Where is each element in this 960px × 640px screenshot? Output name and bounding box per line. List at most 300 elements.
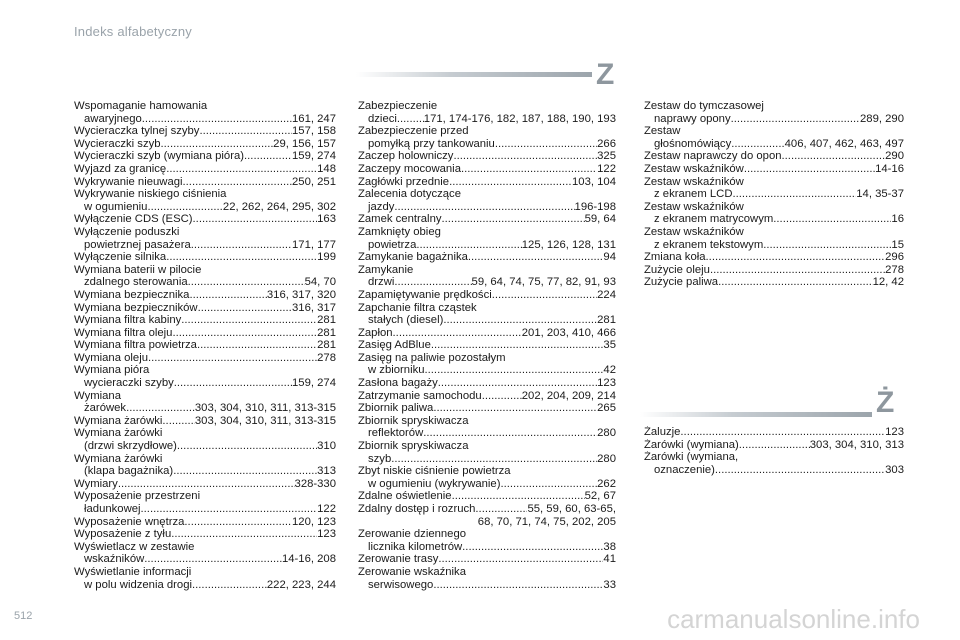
index-entry-line bbox=[74, 327, 336, 340]
page-references: 29, 156, 157 bbox=[273, 137, 336, 150]
leader-dots bbox=[192, 579, 267, 592]
index-entry-line bbox=[358, 339, 616, 352]
index-term: ładunkowej bbox=[84, 503, 141, 515]
index-entry-line bbox=[644, 113, 904, 126]
index-term: (drzwi skrzydłowe) bbox=[84, 440, 177, 453]
index-entry-line bbox=[74, 490, 336, 503]
page-references: 59, 64, 74, 75, 77, 82, 91, 93 bbox=[471, 276, 616, 289]
index-term: szyb bbox=[368, 452, 392, 465]
index-term: Zasięg AdBlue bbox=[358, 339, 431, 352]
index-entry-line bbox=[644, 138, 904, 151]
index-entry bbox=[644, 264, 904, 277]
index-term: Zamykanie bbox=[358, 263, 414, 276]
index-term: Zamykanie bagażnika bbox=[358, 251, 468, 264]
index-entry-line bbox=[74, 176, 336, 189]
index-term: Wycieraczki szyb (wymiana pióra) bbox=[74, 150, 245, 163]
leader-dots bbox=[773, 213, 891, 226]
leader-dots bbox=[718, 276, 872, 289]
index-entry-line bbox=[644, 239, 904, 252]
index-entry-line bbox=[358, 213, 616, 226]
page-references: 55, 59, 60, 63-65, bbox=[527, 503, 616, 515]
page-header-title: Indeks alfabetyczny bbox=[74, 24, 192, 39]
index-term: Wycieraczka tylnej szyby bbox=[74, 125, 200, 138]
index-entry bbox=[358, 150, 616, 163]
index-entry bbox=[358, 188, 616, 213]
index-term: z ekranem LCD bbox=[654, 188, 733, 201]
index-entry bbox=[74, 427, 336, 452]
index-term: Wymiana pióra bbox=[74, 364, 150, 377]
index-term: głośnomówiący bbox=[654, 137, 732, 150]
index-entry-line bbox=[74, 352, 336, 365]
index-term: Zamknięty obieg bbox=[358, 225, 441, 238]
index-entry bbox=[74, 138, 336, 151]
page-references: 262 bbox=[597, 477, 616, 490]
page-references: 281 bbox=[317, 326, 336, 339]
page-references: 281 bbox=[597, 314, 616, 327]
index-entry bbox=[358, 251, 616, 264]
index-entry bbox=[74, 478, 336, 491]
index-term: dzieci bbox=[368, 112, 397, 125]
index-entry bbox=[358, 402, 616, 415]
index-term: Wyłączenie poduszki bbox=[74, 225, 180, 238]
page-references: 171, 177 bbox=[292, 238, 336, 251]
index-term: Zdalny dostęp i rozruch bbox=[358, 503, 476, 515]
leader-dots bbox=[141, 503, 318, 516]
index-entry-line bbox=[74, 276, 336, 289]
index-term: Wymiana filtra oleju bbox=[74, 326, 173, 339]
page-references: 290 bbox=[885, 150, 904, 163]
index-entry bbox=[644, 276, 904, 289]
leader-dots bbox=[197, 339, 317, 352]
leader-dots bbox=[715, 464, 885, 477]
index-entry-line bbox=[358, 276, 616, 289]
index-term: awaryjnego bbox=[84, 112, 142, 125]
index-column-2 bbox=[358, 100, 616, 591]
index-entry-line bbox=[644, 426, 904, 439]
leader-dots bbox=[763, 239, 891, 252]
page-references: 303, 304, 310, 311, 313-315 bbox=[194, 402, 336, 415]
leader-dots bbox=[394, 201, 574, 214]
index-entry-line bbox=[644, 464, 904, 477]
index-entry-line bbox=[74, 377, 336, 390]
leader-dots bbox=[423, 427, 597, 440]
index-entry bbox=[74, 364, 336, 389]
index-term: Zerowanie dziennego bbox=[358, 528, 467, 541]
index-entry bbox=[74, 352, 336, 365]
index-entry bbox=[74, 566, 336, 591]
index-entry-line bbox=[74, 239, 336, 252]
index-entry-line bbox=[644, 188, 904, 201]
index-entry bbox=[644, 163, 904, 176]
leader-dots bbox=[706, 251, 886, 264]
leader-dots bbox=[193, 213, 318, 226]
index-term: Zestaw wskaźników bbox=[644, 200, 744, 213]
index-entry-line bbox=[74, 251, 336, 264]
leader-dots bbox=[183, 176, 292, 189]
page-references: 22, 262, 264, 295, 302 bbox=[222, 200, 336, 213]
page-references: 103, 104 bbox=[572, 175, 616, 188]
page-references: 313 bbox=[317, 465, 336, 478]
leader-dots bbox=[433, 402, 597, 415]
index-term: Wycieraczki szyb bbox=[74, 137, 161, 150]
index-term: Wyjazd za granicę bbox=[74, 162, 167, 175]
leader-dots bbox=[433, 579, 603, 592]
index-entry bbox=[644, 451, 904, 476]
index-term: w zbiorniku bbox=[368, 364, 425, 377]
index-entry bbox=[358, 440, 616, 465]
index-term: Zaczepy mocowania bbox=[358, 162, 461, 175]
index-entry-line bbox=[358, 427, 616, 440]
section-divider-z bbox=[356, 72, 592, 77]
page-references: 94 bbox=[603, 251, 616, 264]
page-references: 222, 223, 244 bbox=[266, 578, 336, 591]
page-references: 14, 35-37 bbox=[856, 188, 904, 201]
page-references: 278 bbox=[317, 351, 336, 364]
page-number: 512 bbox=[14, 610, 33, 622]
page-references: 14-16, 208 bbox=[281, 553, 336, 566]
index-entry bbox=[644, 176, 904, 201]
index-entry-line bbox=[358, 541, 616, 554]
leader-dots bbox=[416, 239, 521, 252]
index-term: Wyświetlanie informacji bbox=[74, 565, 192, 578]
page-references: 35 bbox=[603, 339, 616, 352]
index-entry bbox=[74, 314, 336, 327]
leader-dots bbox=[244, 150, 292, 163]
index-term: Zużycie oleju bbox=[644, 263, 710, 276]
index-entry-line bbox=[358, 390, 616, 403]
index-entry-line bbox=[358, 188, 616, 201]
leader-dots bbox=[173, 465, 317, 478]
page-references: 123 bbox=[597, 377, 616, 390]
leader-dots bbox=[680, 426, 885, 439]
index-entry bbox=[358, 503, 616, 528]
index-entry bbox=[74, 453, 336, 478]
page-references: 201, 203, 410, 466 bbox=[521, 326, 616, 339]
index-entry-line bbox=[74, 213, 336, 226]
index-term: w ogumieniu (wykrywanie) bbox=[368, 477, 501, 490]
index-entry-line bbox=[644, 213, 904, 226]
index-term: Zbyt niskie ciśnienie powietrza bbox=[358, 465, 511, 478]
index-entry-line bbox=[74, 163, 336, 176]
page-references: 42 bbox=[603, 364, 616, 377]
leader-dots bbox=[453, 150, 597, 163]
leader-dots bbox=[148, 352, 317, 365]
index-entry-line bbox=[74, 453, 336, 466]
index-entry-line bbox=[74, 566, 336, 579]
index-term: Wyposażenie wnętrza bbox=[74, 515, 185, 528]
index-term: z ekranem tekstowym bbox=[654, 238, 764, 251]
index-term: Wymiana bezpieczników bbox=[74, 301, 198, 314]
index-entry bbox=[74, 100, 336, 125]
page-references: 303, 304, 310, 311, 313-315 bbox=[194, 414, 336, 427]
leader-dots bbox=[500, 478, 597, 491]
page-references: 310 bbox=[317, 440, 336, 453]
index-term: Wyłączenie silnika bbox=[74, 251, 167, 264]
index-column-1 bbox=[74, 100, 336, 591]
index-term: Wymiary bbox=[74, 477, 118, 490]
index-term: Żaluzje bbox=[644, 426, 681, 438]
index-entry bbox=[74, 528, 336, 541]
index-entry-line bbox=[644, 201, 904, 214]
index-entry-line bbox=[358, 415, 616, 428]
index-entry-line bbox=[74, 440, 336, 453]
index-entry-line bbox=[644, 163, 904, 176]
index-entry bbox=[644, 150, 904, 163]
index-term: Zmiana koła bbox=[644, 251, 706, 264]
index-term: serwisowego bbox=[368, 578, 434, 591]
index-entry bbox=[74, 289, 336, 302]
index-entry-line bbox=[74, 390, 336, 403]
index-entry-line bbox=[358, 251, 616, 264]
index-entry-line bbox=[74, 138, 336, 151]
index-entry-line bbox=[358, 138, 616, 151]
leader-dots bbox=[710, 264, 885, 277]
index-term: Zestaw wskaźników bbox=[644, 162, 744, 175]
page-references: 12, 42 bbox=[872, 276, 904, 289]
index-term: Wymiana filtra powietrza bbox=[74, 339, 197, 352]
index-term: licznika kilometrów bbox=[368, 540, 463, 553]
page-references: 281 bbox=[317, 339, 336, 352]
index-entry bbox=[74, 176, 336, 189]
index-entry-line bbox=[74, 503, 336, 516]
index-entry bbox=[644, 201, 904, 226]
leader-dots bbox=[492, 289, 597, 302]
index-term: Wymiana oleju bbox=[74, 351, 148, 364]
leader-dots bbox=[468, 251, 604, 264]
index-term: w polu widzenia drogi bbox=[84, 578, 193, 591]
index-entry-line bbox=[644, 451, 904, 464]
index-term: Wyposażenie z tyłu bbox=[74, 528, 172, 541]
index-entry-line bbox=[74, 113, 336, 126]
index-term: żarówek bbox=[84, 402, 127, 415]
page-references: 122 bbox=[597, 162, 616, 175]
index-entry bbox=[74, 415, 336, 428]
index-entry-line bbox=[358, 302, 616, 315]
index-entry bbox=[74, 490, 336, 515]
page-references: 159, 274 bbox=[292, 377, 336, 390]
index-entry bbox=[358, 415, 616, 440]
leader-dots bbox=[438, 377, 597, 390]
leader-dots bbox=[147, 201, 222, 214]
leader-dots bbox=[199, 125, 292, 138]
index-entry bbox=[358, 352, 616, 377]
leader-dots bbox=[162, 415, 194, 428]
page-references: 325 bbox=[597, 150, 616, 163]
leader-dots bbox=[198, 302, 292, 315]
index-entry-line bbox=[74, 541, 336, 554]
page-references: 33 bbox=[603, 578, 616, 591]
index-term: pomyłką przy tankowaniu bbox=[368, 137, 495, 150]
index-term: Zestaw wskaźników bbox=[644, 225, 744, 238]
index-term: (klapa bagażnika) bbox=[84, 465, 174, 478]
index-entry bbox=[74, 125, 336, 138]
index-term: powietrza bbox=[368, 238, 417, 251]
section-letter-z: Z bbox=[596, 58, 615, 91]
index-term: Zabezpieczenie przed bbox=[358, 125, 469, 138]
index-term: Wykrywanie nieuwagi bbox=[74, 175, 183, 188]
index-term: Żarówki (wymiana) bbox=[644, 438, 739, 451]
index-entry-line bbox=[644, 150, 904, 163]
leader-dots bbox=[475, 503, 527, 516]
index-entry-line bbox=[358, 113, 616, 126]
section-letter-zdot: Ż bbox=[876, 386, 895, 419]
index-term: Zalecenia dotyczące bbox=[358, 188, 461, 201]
index-term: naprawy opony bbox=[654, 112, 731, 125]
index-entry bbox=[358, 163, 616, 176]
index-term: Wymiana żarówki bbox=[74, 414, 163, 427]
index-term: Wymiana żarówki bbox=[74, 452, 163, 465]
page-references: 125, 126, 128, 131 bbox=[521, 238, 616, 251]
index-term: Zabezpieczenie bbox=[358, 100, 438, 112]
index-entry bbox=[358, 339, 616, 352]
index-entry bbox=[644, 426, 904, 439]
index-term: Zestaw wskaźników bbox=[644, 175, 744, 188]
index-entry bbox=[358, 528, 616, 553]
page-references: 161, 247 bbox=[292, 112, 336, 125]
page-references: 15 bbox=[891, 238, 904, 251]
index-term: Zestaw bbox=[644, 125, 681, 138]
index-term: zdalnego sterowania bbox=[84, 276, 188, 289]
leader-dots bbox=[161, 138, 274, 151]
index-entry-line bbox=[74, 314, 336, 327]
leader-dots bbox=[142, 113, 292, 126]
leader-dots bbox=[126, 402, 195, 415]
index-entry-line bbox=[74, 402, 336, 415]
index-entry-line bbox=[358, 364, 616, 377]
index-entry-line bbox=[74, 553, 336, 566]
index-entry-line bbox=[74, 339, 336, 352]
page-references: 120, 123 bbox=[292, 515, 336, 528]
page-references: 406, 407, 462, 463, 497 bbox=[784, 137, 904, 150]
leader-dots bbox=[144, 553, 282, 566]
index-term: Wspomaganie hamowania bbox=[74, 100, 208, 112]
index-entry-line bbox=[358, 226, 616, 239]
index-entry-line bbox=[74, 415, 336, 428]
index-entry bbox=[358, 213, 616, 226]
index-entry bbox=[358, 226, 616, 251]
index-entry bbox=[74, 163, 336, 176]
index-entry-line bbox=[358, 490, 616, 503]
index-term: wycieraczki szyby bbox=[84, 377, 174, 390]
page-references: 171, 174-176, 182, 187, 188, 190, 193 bbox=[423, 112, 616, 125]
index-term: wskaźników bbox=[84, 553, 145, 566]
index-term: stałych (diesel) bbox=[368, 314, 444, 327]
index-term: 68, 70, 71, 74, 75, 202, 205 bbox=[477, 515, 616, 528]
index-entry bbox=[358, 566, 616, 591]
leader-dots bbox=[495, 138, 597, 151]
leader-dots bbox=[462, 541, 603, 554]
leader-dots bbox=[181, 314, 317, 327]
index-term: z ekranem matrycowym bbox=[654, 213, 774, 226]
index-entry-line bbox=[74, 150, 336, 163]
leader-dots bbox=[191, 239, 292, 252]
index-entry bbox=[74, 251, 336, 264]
page-references: 123 bbox=[317, 528, 336, 541]
index-term: Wymiana żarówki bbox=[74, 427, 163, 440]
index-term: powietrznej pasażera bbox=[84, 238, 191, 251]
leader-dots bbox=[431, 339, 604, 352]
index-term: w ogumieniu bbox=[84, 200, 148, 213]
index-entry-line bbox=[358, 327, 616, 340]
index-entry bbox=[358, 377, 616, 390]
page-references: 278 bbox=[885, 263, 904, 276]
page-references: 38 bbox=[603, 540, 616, 553]
index-entry-line bbox=[74, 264, 336, 277]
page-references: 289, 290 bbox=[860, 112, 904, 125]
page-references: 280 bbox=[597, 427, 616, 440]
page-references: 122 bbox=[317, 503, 336, 515]
index-term: Zapłon bbox=[358, 326, 393, 339]
index-term: Zużycie paliwa bbox=[644, 276, 719, 289]
index-entry bbox=[358, 264, 616, 289]
index-entry bbox=[358, 100, 616, 125]
index-entry-line bbox=[644, 176, 904, 189]
leader-dots bbox=[461, 163, 597, 176]
index-entry bbox=[358, 490, 616, 503]
index-term: Wyłączenie CDS (ESC) bbox=[74, 213, 193, 226]
index-entry-line bbox=[358, 465, 616, 478]
index-entry-line bbox=[74, 364, 336, 377]
leader-dots bbox=[394, 276, 471, 289]
index-column-4 bbox=[644, 426, 904, 476]
page-references: 202, 204, 209, 214 bbox=[521, 389, 616, 402]
index-term: Wymiana bezpiecznika bbox=[74, 288, 190, 301]
index-entry bbox=[74, 390, 336, 415]
page-references: 159, 274 bbox=[292, 150, 336, 163]
index-term: Wymiana filtra kabiny bbox=[74, 314, 182, 327]
page-references: 41 bbox=[603, 553, 616, 566]
index-term: Wyświetlacz w zestawie bbox=[74, 540, 195, 553]
page-references: 123 bbox=[885, 426, 904, 438]
index-entry-line bbox=[644, 251, 904, 264]
index-term: Zestaw naprawczy do opon bbox=[644, 150, 782, 163]
index-term: Zatrzymanie samochodu bbox=[358, 389, 482, 402]
index-term: Zasłona bagaży bbox=[358, 377, 438, 390]
index-term: Zbiornik paliwa bbox=[358, 402, 434, 415]
index-entry bbox=[74, 516, 336, 529]
page-references: 157, 158 bbox=[292, 125, 336, 138]
index-entry-line bbox=[358, 352, 616, 365]
index-entry-line bbox=[74, 289, 336, 302]
leader-dots bbox=[118, 478, 295, 491]
leader-dots bbox=[443, 314, 597, 327]
index-term: Zapamiętywanie prędkości bbox=[358, 288, 492, 301]
index-entry-line bbox=[358, 239, 616, 252]
index-entry-line bbox=[358, 314, 616, 327]
leader-dots bbox=[438, 553, 603, 566]
index-entry-line bbox=[358, 264, 616, 277]
leader-dots bbox=[172, 327, 317, 340]
index-term: Żarówki (wymiana, bbox=[644, 451, 739, 464]
index-entry-line bbox=[358, 440, 616, 453]
index-entry-line bbox=[644, 125, 904, 138]
index-term: reflektorów bbox=[368, 427, 424, 440]
index-term: Zerowanie wskaźnika bbox=[358, 565, 466, 578]
index-entry-line bbox=[74, 100, 336, 113]
page-references: 224 bbox=[597, 288, 616, 301]
leader-dots bbox=[442, 213, 585, 226]
leader-dots bbox=[166, 163, 317, 176]
leader-dots bbox=[174, 377, 292, 390]
page-references: 148 bbox=[317, 162, 336, 175]
index-entry bbox=[358, 465, 616, 490]
index-entry bbox=[644, 125, 904, 150]
index-entry-line bbox=[74, 427, 336, 440]
leader-dots bbox=[425, 364, 604, 377]
page-references: 16 bbox=[891, 213, 904, 226]
page-references: 14-16 bbox=[875, 162, 904, 175]
index-term: jazdy bbox=[368, 200, 395, 213]
